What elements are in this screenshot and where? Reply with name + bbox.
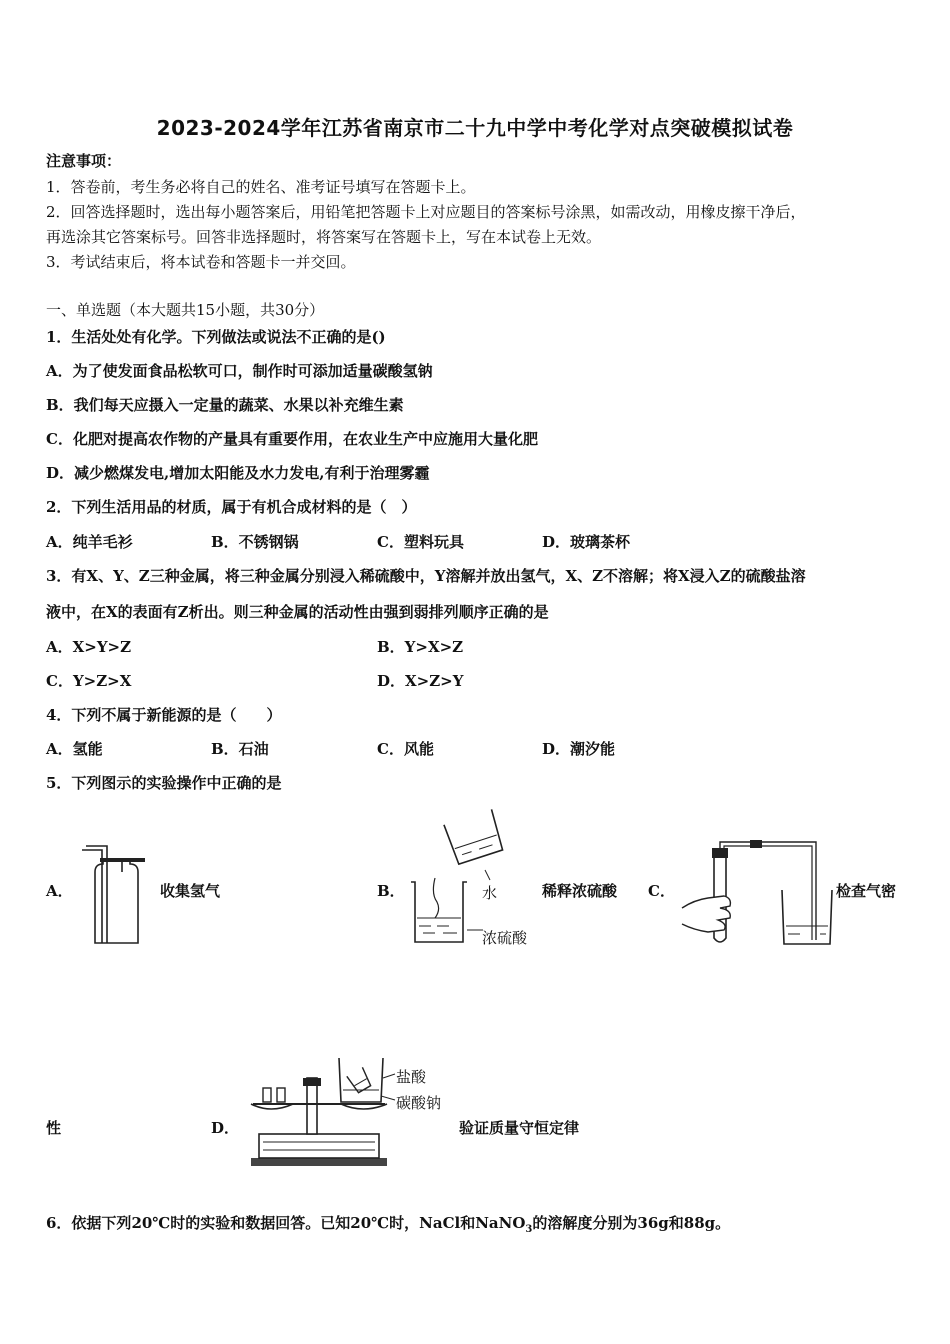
- balance-figure: [245, 1052, 395, 1170]
- question-5-option-b-water-label: 水: [482, 884, 498, 902]
- question-6-stem-pre: 6．依据下列20℃时的实验和数据回答。已知20℃时，NaCl和NaNO: [46, 1214, 526, 1232]
- question-4-option-c: C．风能: [377, 740, 434, 758]
- question-6-stem: [46, 1213, 730, 1240]
- section-heading: 一、单选题（本大题共15小题，共30分）: [46, 301, 325, 319]
- question-4-option-a: A．氢能: [46, 740, 103, 758]
- question-5-option-b-caption: 稀释浓硫酸: [542, 882, 618, 900]
- notice-item: 3．考试结束后，将本试卷和答题卡一并交回。: [46, 253, 356, 271]
- notice-item: 1．答卷前，考生务必将自己的姓名、准考证号填写在答题卡上。: [46, 178, 476, 196]
- question-5-option-a-caption: 收集氢气: [160, 882, 221, 900]
- question-3-option-b: B．Y>X>Z: [377, 638, 464, 656]
- question-4-option-b: B．石油: [211, 740, 269, 758]
- question-5-option-b-acid-label: 浓硫酸: [482, 929, 528, 947]
- question-2-option-c: C．塑料玩具: [377, 533, 464, 551]
- question-5-option-d-hcl-label: 盐酸: [396, 1068, 427, 1086]
- question-5-option-a-label: A．: [46, 882, 73, 900]
- question-5-option-c-caption: 检查气密: [836, 882, 897, 900]
- question-5-option-c-label: C．: [648, 882, 675, 900]
- question-5-option-c-caption-cont: 性: [46, 1119, 62, 1137]
- question-1-stem: 1．生活处处有化学。下列做法或说法不正确的是(): [46, 328, 386, 346]
- question-5-option-d-na2co3-label: 碳酸钠: [396, 1094, 442, 1112]
- gas-collection-bottle-figure: [80, 840, 150, 950]
- question-5-option-d-label: D．: [211, 1119, 240, 1137]
- notice-item: 再选涂其它答案标号。回答非选择题时，将答案写在答题卡上，写在本试卷上无效。: [46, 228, 602, 246]
- notice-item: 2．回答选择题时，选出每小题答案后，用铅笔把答题卡上对应题目的答案标号涂黑，如需改动，用橡皮擦干净后，: [46, 203, 806, 221]
- question-1-option-b: B．我们每天应摄入一定量的蔬菜、水果以补充维生素: [46, 396, 404, 414]
- question-5-option-d-caption: 验证质量守恒定律: [459, 1119, 580, 1137]
- question-6-stem-subscript: 3: [525, 1224, 533, 1235]
- question-2-option-a: A．纯羊毛衫: [46, 533, 133, 551]
- page-title: 2023-2024学年江苏省南京市二十九中学中考化学对点突破模拟试卷: [156, 116, 794, 140]
- notice-heading: 注意事项：: [46, 152, 122, 170]
- question-3-option-d: D．X>Z>Y: [377, 672, 464, 690]
- question-3-option-a: A．X>Y>Z: [46, 638, 132, 656]
- question-3-stem: 3．有X、Y、Z三种金属，将三种金属分别浸入稀硫酸中，Y溶解并放出氢气，X、Z不溶解；将X浸入Z的硫酸盐溶: [46, 567, 806, 585]
- question-1-option-a: A．为了使发面食品松软可口，制作时可添加适量碳酸氢钠: [46, 362, 433, 380]
- question-5-option-b-label: B．: [377, 882, 405, 900]
- question-2-stem: 2．下列生活用品的材质，属于有机合成材料的是（ ）: [46, 498, 417, 516]
- question-5-stem: 5．下列图示的实验操作中正确的是: [46, 774, 282, 792]
- question-6-stem-post: 的溶解度分别为36g和88g。: [532, 1214, 731, 1232]
- question-2-option-d: D．玻璃茶杯: [542, 533, 631, 551]
- question-4-option-d: D．潮汐能: [542, 740, 616, 758]
- question-4-stem: 4．下列不属于新能源的是（ ）: [46, 706, 282, 724]
- airtightness-check-figure: [680, 838, 830, 950]
- question-1-option-d: D．减少燃煤发电,增加太阳能及水力发电,有利于治理雾霾: [46, 464, 430, 482]
- question-1-option-c: C．化肥对提高农作物的产量具有重要作用，在农业生产中应施用大量化肥: [46, 430, 538, 448]
- question-2-option-b: B．不锈钢锅: [211, 533, 299, 551]
- question-3-option-c: C．Y>Z>X: [46, 672, 132, 690]
- question-3-stem-cont: 液中，在X的表面有Z析出。则三种金属的活动性由强到弱排列顺序正确的是: [46, 603, 549, 621]
